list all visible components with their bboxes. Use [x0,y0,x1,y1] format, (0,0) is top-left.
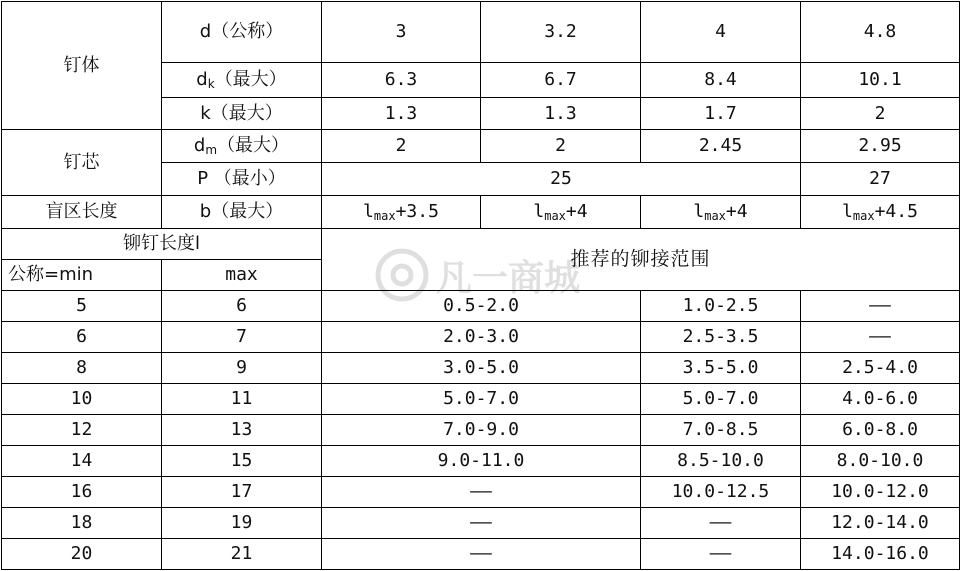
table-row [2,291,960,322]
k-value: 2 [801,98,960,130]
rivet-spec-table [1,1,960,570]
length-max: 15 [162,446,322,477]
length-min: 8 [2,353,162,384]
dm-label: $d_m$（最大） [162,130,322,163]
d-label: d（公称） [162,2,322,63]
b-value: $l_{max}+4$ [641,196,801,229]
range-value: 7.0-8.5 [641,415,801,446]
range-value: 8.0-10.0 [801,446,960,477]
table-row [2,508,960,539]
b-label: b（最大） [162,196,322,229]
dm-value: 2 [481,130,641,163]
length-min: 6 [2,322,162,353]
max-label: max [162,260,322,291]
range-value: 14.0-16.0 [801,539,960,570]
range-value: —— [641,539,801,570]
range-value: 9.0-11.0 [322,446,641,477]
d-value: 4 [641,2,801,63]
dm-value: 2.95 [801,130,960,163]
watermark-text: 凡一商城 [436,258,581,299]
table-row [2,353,960,384]
range-value: —— [322,508,641,539]
range-value: 3.0-5.0 [322,353,641,384]
table-row [2,446,960,477]
length-max: 11 [162,384,322,415]
p-value: 25 [322,163,801,196]
row-d-nominal [2,2,960,63]
length-max: 17 [162,477,322,508]
range-value: —— [801,322,960,353]
range-value: 10.0-12.0 [801,477,960,508]
b-value: $l_{max}+4.5$ [801,196,960,229]
length-max: 19 [162,508,322,539]
dk-value: 10.1 [801,63,960,98]
dk-label: $d_k$（最大） [162,63,322,98]
length-min: 12 [2,415,162,446]
k-value: 1.3 [322,98,481,130]
length-min: 16 [2,477,162,508]
range-value: —— [322,477,641,508]
core-label: 钉芯 [2,130,162,196]
p-value: 27 [801,163,960,196]
range-value: —— [801,291,960,322]
range-value: 3.5-5.0 [641,353,801,384]
range-value: 2.5-4.0 [801,353,960,384]
table-row [2,539,960,570]
d-value: 3 [322,2,481,63]
length-max: 21 [162,539,322,570]
length-max: 13 [162,415,322,446]
dm-value: 2 [322,130,481,163]
k-value: 1.7 [641,98,801,130]
table-row [2,477,960,508]
length-min: 10 [2,384,162,415]
length-min: 14 [2,446,162,477]
range-value: —— [641,508,801,539]
range-value: 2.5-3.5 [641,322,801,353]
b-value: $l_{max}+4$ [481,196,641,229]
length-min: 20 [2,539,162,570]
length-min: 5 [2,291,162,322]
length-max: 9 [162,353,322,384]
table-row [2,384,960,415]
dm-value: 2.45 [641,130,801,163]
k-label: k（最大） [162,98,322,130]
row-length-header [2,229,960,260]
p-label: P （最小） [162,163,322,196]
range-value: 6.0-8.0 [801,415,960,446]
range-value: 1.0-2.5 [641,291,801,322]
dk-value: 6.3 [322,63,481,98]
nominal-label: 公称=min [2,260,162,291]
dk-value: 6.7 [481,63,641,98]
range-value: 10.0-12.5 [641,477,801,508]
range-value: —— [322,539,641,570]
table-row [2,415,960,446]
b-value: $l_{max}+3.5$ [322,196,481,229]
range-value: 4.0-6.0 [801,384,960,415]
row-dm [2,130,960,163]
range-value: 5.0-7.0 [641,384,801,415]
length-label: 铆钉长度l [2,229,322,260]
row-b [2,196,960,229]
range-value: 12.0-14.0 [801,508,960,539]
length-min: 18 [2,508,162,539]
range-value: 5.0-7.0 [322,384,641,415]
length-max: 6 [162,291,322,322]
table-row [2,322,960,353]
dk-value: 8.4 [641,63,801,98]
length-max: 7 [162,322,322,353]
d-value: 4.8 [801,2,960,63]
k-value: 1.3 [481,98,641,130]
range-value: 0.5-2.0 [322,291,641,322]
body-label: 钉体 [2,2,162,130]
range-value: 7.0-9.0 [322,415,641,446]
range-value: 8.5-10.0 [641,446,801,477]
range-label: 推荐的铆接范围 [322,229,960,291]
blind-label: 盲区长度 [2,196,162,229]
d-value: 3.2 [481,2,641,63]
range-value: 2.0-3.0 [322,322,641,353]
